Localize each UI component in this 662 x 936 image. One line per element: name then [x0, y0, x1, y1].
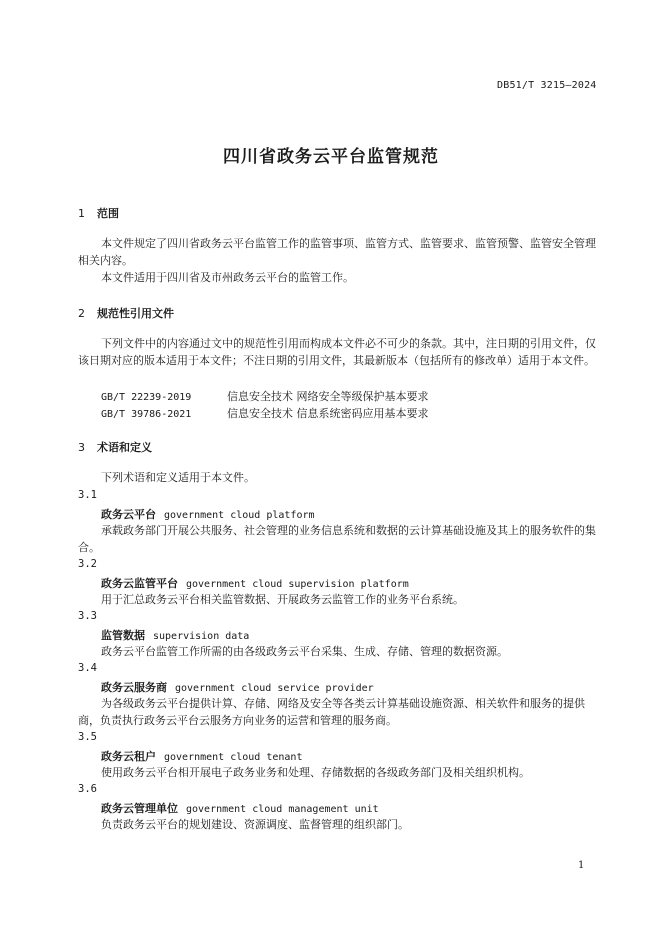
- reference-code: GB/T 39786-2021: [101, 409, 192, 420]
- term-english: government cloud management unit: [186, 804, 379, 815]
- reference-code: GB/T 22239-2019: [101, 392, 192, 403]
- term-definition: 承载政务部门开展公共服务、社会管理的业务信息系统和数据的云计算基础设施及其上的服务软件的集合。: [78, 524, 596, 554]
- term-heading: [101, 506, 315, 522]
- term-english: government cloud tenant: [164, 752, 303, 763]
- term-chinese: 政务云服务商: [101, 681, 167, 694]
- term-definition: 使用政务云平台相开展电子政务业务和处理、存储数据的各级政务部门及相关组织机构。: [101, 766, 530, 779]
- paragraph: 本文件规定了四川省政务云平台监管工作的监管事项、监管方式、监管要求、监管预警、监管安全管理相关内容。: [78, 237, 596, 267]
- term-heading: [101, 679, 374, 695]
- term-chinese: 政务云平台: [101, 508, 156, 521]
- term-english: government cloud supervision platform: [186, 579, 409, 590]
- term-heading: [101, 748, 302, 764]
- reference-title: 信息安全技术 网络安全等级保护基本要求: [227, 390, 429, 403]
- term-number: 3.3: [78, 610, 97, 622]
- term-heading: [101, 575, 409, 591]
- reference-item: [101, 405, 429, 421]
- term-chinese: 政务云监管平台: [101, 577, 178, 590]
- term-english: supervision data: [153, 631, 250, 642]
- term-definition: 政务云平台监管工作所需的由各级政务云平台采集、生成、存储、管理的数据资源。: [101, 645, 508, 658]
- term-definition: 负责政务云平台的规划建设、资源调度、监督管理的组织部门。: [101, 818, 409, 831]
- section-title: 规范性引用文件: [97, 307, 174, 320]
- term-definition: 为各级政务云平台提供计算、存储、网络及安全等各类云计算基础设施资源、相关软件和服务的提供商，负责执行政务云平台云服务方向业务的运营和管理的服务商。: [78, 697, 585, 727]
- section-number: 2: [78, 307, 85, 320]
- section-number: 1: [78, 207, 85, 220]
- section-number: 3: [78, 441, 85, 454]
- term-number: 3.6: [78, 783, 97, 795]
- term-number: 3.1: [78, 489, 97, 501]
- term-chinese: 监管数据: [101, 629, 145, 642]
- section-title: 术语和定义: [97, 441, 152, 454]
- reference-title: 信息安全技术 信息系统密码应用基本要求: [227, 407, 429, 420]
- section-heading-3: [78, 439, 152, 455]
- document-title: 四川省政务云平台监管规范: [223, 147, 439, 167]
- paragraph: 本文件适用于四川省及市州政务云平台的监管工作。: [101, 271, 354, 284]
- term-chinese: 政务云管理单位: [101, 802, 178, 815]
- term-heading: [101, 627, 249, 643]
- term-chinese: 政务云租户: [101, 750, 156, 763]
- term-number: 3.5: [78, 731, 97, 743]
- section-heading-2: [78, 305, 174, 321]
- term-number: 3.4: [78, 662, 97, 674]
- paragraph: 下列术语和定义适用于本文件。: [101, 471, 255, 484]
- reference-item: [101, 388, 429, 404]
- term-english: government cloud service provider: [175, 683, 374, 694]
- term-heading: [101, 800, 379, 816]
- section-heading-1: [78, 205, 119, 221]
- term-definition: 用于汇总政务云平台相关监管数据、开展政务云监管工作的业务平台系统。: [101, 593, 464, 606]
- paragraph: 下列文件中的内容通过文中的规范性引用而构成本文件必不可少的条款。其中，注日期的引用文件，仅该日期对应的版本适用于本文件；不注日期的引用文件，其最新版本（包括所有的修改单）适用于本文件。: [78, 337, 596, 367]
- document-number: DB51/T 3215—2024: [497, 80, 597, 91]
- term-number: 3.2: [78, 558, 97, 570]
- section-title: 范围: [97, 207, 119, 220]
- term-english: government cloud platform: [164, 510, 315, 521]
- page-number: 1: [578, 860, 585, 871]
